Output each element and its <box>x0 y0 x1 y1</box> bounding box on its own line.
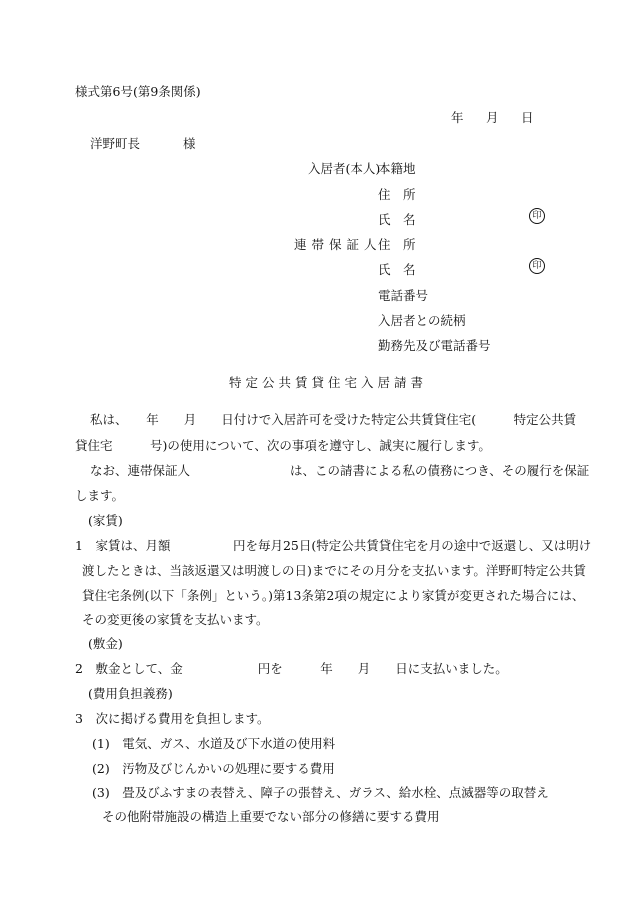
rent-line-4: その変更後の家賃を支払います。 <box>82 612 269 627</box>
intro-line-1: 私は、 年 月 日付けで入居許可を受けた特定公共賃貸住宅( 特定公共賃 <box>90 412 577 427</box>
deposit-line: 2 敷金として、金 円を 年 月 日に支払いました。 <box>75 661 508 676</box>
resident-name-label: 氏 名 <box>378 212 416 227</box>
guarantee-line-2: します。 <box>75 488 125 503</box>
guarantor-address-label: 住 所 <box>378 237 416 252</box>
guarantor-phone-label: 電話番号 <box>378 288 429 303</box>
expense-line: 3 次に掲げる費用を負担します。 <box>75 711 270 726</box>
guarantor-workplace-label: 勤務先及び電話番号 <box>378 338 491 353</box>
expense-item-continuation: その他附帯施設の構造上重要でない部分の修繕に要する費用 <box>102 809 440 824</box>
guarantor-role-label: 連帯保証人 <box>294 237 382 252</box>
guarantor-seal-mark: 印 <box>529 258 545 274</box>
expense-item: (3) 畳及びふすまの表替え、障子の張替え、ガラス、給水栓、点滅器等の取替え <box>92 785 549 800</box>
expense-item: (2) 汚物及びじんかいの処理に要する費用 <box>92 761 335 776</box>
intro-line-2: 貸住宅 号)の使用について、次の事項を遵守し、誠実に履行します。 <box>75 438 491 453</box>
resident-domicile-label: 本籍地 <box>378 161 416 176</box>
rent-line-1: 1 家賃は、月額 円を毎月25日(特定公共賃貸住宅を月の途中で返還し、又は明け <box>75 538 592 553</box>
deposit-heading: (敷金) <box>88 636 123 651</box>
date-month-label: 月 <box>486 110 499 125</box>
date-year-label: 年 <box>451 110 464 125</box>
guarantee-line-1: なお、連帯保証人 は、この請書による私の債務につき、その履行を保証 <box>90 463 590 478</box>
form-number: 様式第6号(第9条関係) <box>75 84 201 99</box>
addressee-honorific: 様 <box>183 136 196 151</box>
expense-item: (1) 電気、ガス、水道及び下水道の使用料 <box>92 736 336 751</box>
guarantor-name-label: 氏 名 <box>378 262 416 277</box>
date-day-label: 日 <box>521 110 534 125</box>
guarantor-relation-label: 入居者との続柄 <box>378 313 466 328</box>
rent-line-3: 貸住宅条例(以下「条例」という。)第13条第2項の規定により家賃が変更された場合には、 <box>82 588 585 603</box>
expense-heading: (費用負担義務) <box>88 686 173 701</box>
rent-line-2: 渡したときは、当該返還又は明渡しの日)までにその月分を支払います。洋野町特定公共賃 <box>82 563 586 578</box>
resident-seal-mark: 印 <box>529 208 545 224</box>
document-title: 特定公共賃貸住宅入居請書 <box>229 375 428 390</box>
addressee: 洋野町長 <box>90 136 141 151</box>
resident-role-label: 入居者(本人) <box>308 161 381 176</box>
rent-heading: (家賃) <box>88 513 123 528</box>
resident-address-label: 住 所 <box>378 187 416 202</box>
